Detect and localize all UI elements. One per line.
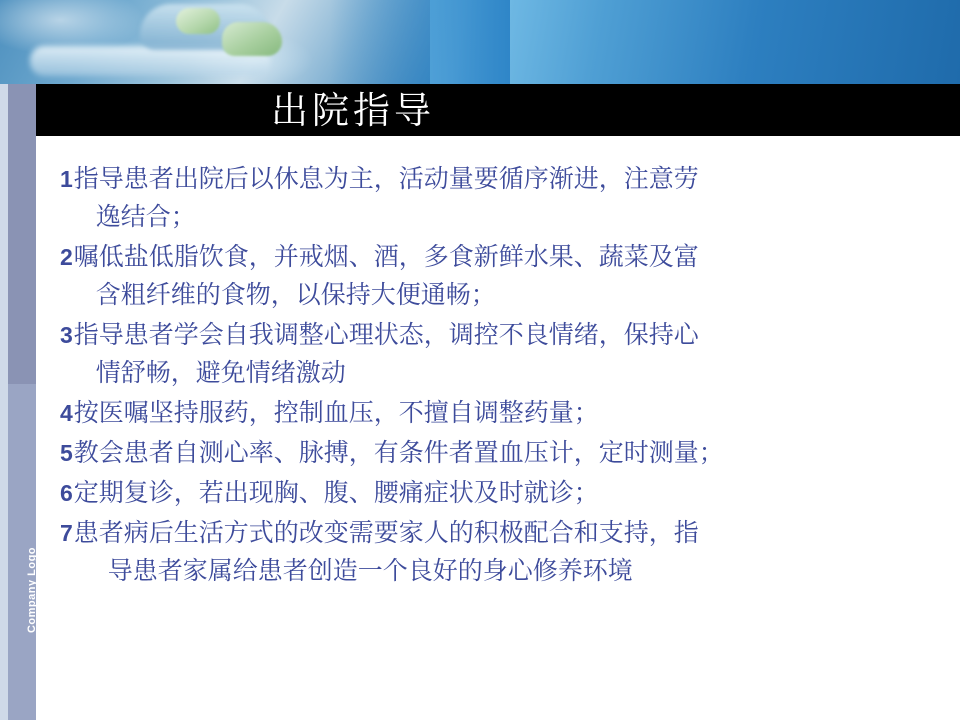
list-item-number: 6 bbox=[60, 480, 73, 506]
list-item bbox=[60, 434, 920, 472]
list-item-text bbox=[74, 434, 920, 472]
list-item-line2: 导患者家属给患者创造一个良好的身心修养环境 bbox=[107, 556, 633, 585]
list-item-text bbox=[74, 160, 920, 236]
sidebar bbox=[0, 84, 36, 720]
list-item bbox=[60, 474, 920, 512]
list-item bbox=[60, 394, 920, 432]
company-logo-label: Company Logo bbox=[26, 546, 38, 634]
list-item-line1: 按医嘱坚持服药，控制血压，不擅自调整药量； bbox=[73, 398, 599, 427]
list-item-number: 7 bbox=[60, 520, 73, 546]
list-item bbox=[60, 316, 920, 392]
list-item-text bbox=[74, 238, 920, 314]
list-item-line2: 含粗纤维的食物，以保持大便通畅； bbox=[95, 280, 496, 309]
list-item-line2: 情舒畅，避免情绪激动 bbox=[95, 358, 346, 387]
list-item-line2: 逸结合； bbox=[95, 202, 196, 231]
glove-shape-1 bbox=[222, 22, 282, 56]
page-title: 出院指导 bbox=[271, 88, 435, 132]
banner-gradient-overlay bbox=[330, 0, 510, 84]
list-item-number: 1 bbox=[60, 166, 73, 192]
list-item-number: 4 bbox=[60, 400, 73, 426]
list-item-line1: 教会患者自测心率、脉搏，有条件者置血压计，定时测量； bbox=[73, 438, 724, 467]
list-item bbox=[60, 160, 920, 236]
list-item-number: 5 bbox=[60, 440, 73, 466]
banner-image bbox=[0, 0, 960, 84]
list-item-number: 2 bbox=[60, 244, 73, 270]
sidebar-accent-upper bbox=[8, 84, 36, 384]
list-item bbox=[60, 514, 920, 590]
list-item-line1: 指导患者学会自我调整心理状态，调控不良情绪，保持心 bbox=[73, 320, 699, 349]
list-item-text bbox=[74, 316, 920, 392]
list-item-text bbox=[74, 394, 920, 432]
list-item-text bbox=[74, 514, 920, 590]
list-item-line1: 嘱低盐低脂饮食，并戒烟、酒，多食新鲜水果、蔬菜及富 bbox=[73, 242, 699, 271]
list-item-number: 3 bbox=[60, 322, 73, 348]
bullet-list bbox=[60, 160, 920, 592]
list-item-line1: 患者病后生活方式的改变需要家人的积极配合和支持，指 bbox=[73, 518, 699, 547]
glove-shape-2 bbox=[176, 8, 220, 34]
list-item-line1: 指导患者出院后以休息为主，活动量要循序渐进，注意劳 bbox=[73, 164, 699, 193]
title-bar bbox=[36, 84, 960, 136]
list-item-text bbox=[74, 474, 920, 512]
list-item bbox=[60, 238, 920, 314]
list-item-line1: 定期复诊，若出现胸、腹、腰痛症状及时就诊； bbox=[73, 478, 599, 507]
